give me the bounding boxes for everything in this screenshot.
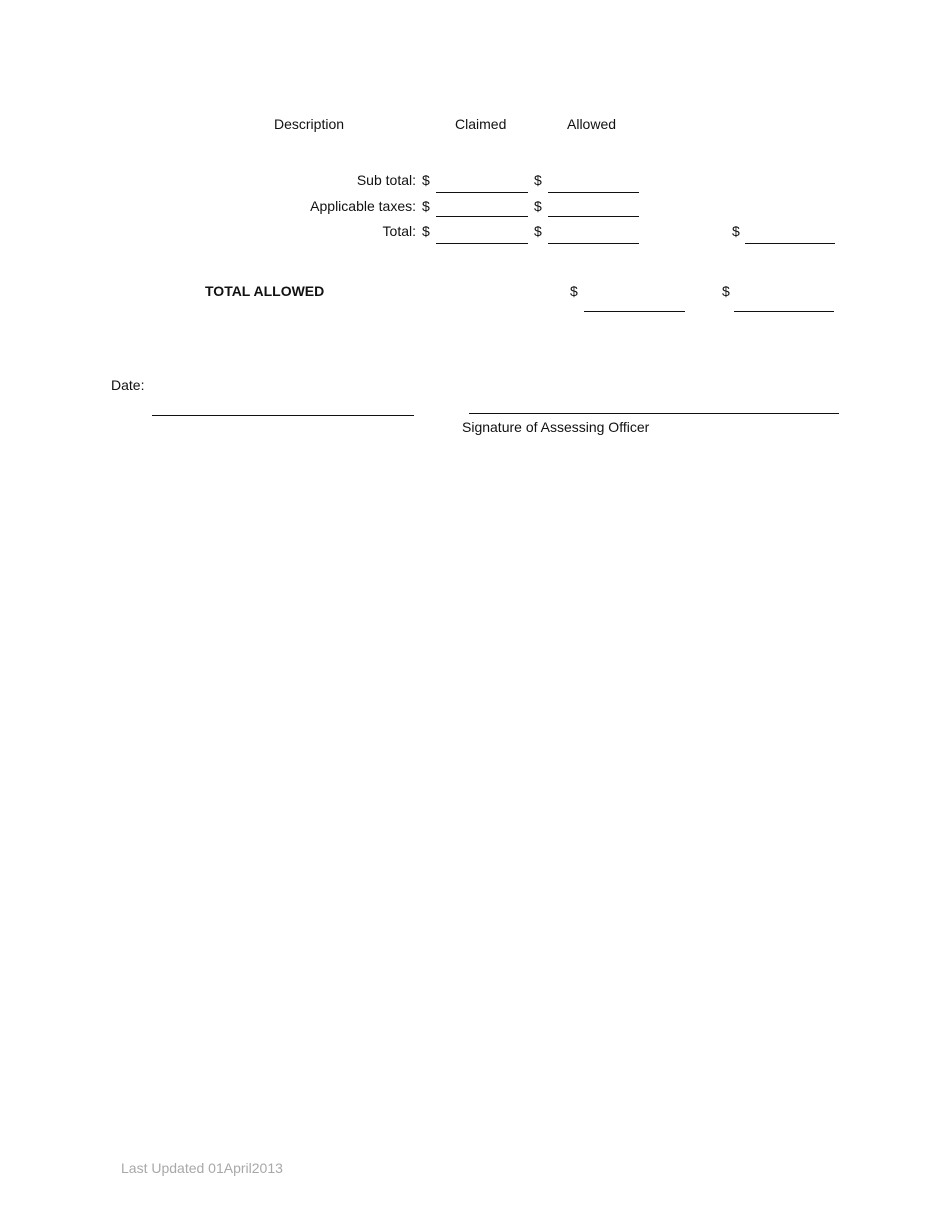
total-allowed-currency-2: $ — [722, 283, 730, 299]
subtotal-allowed-currency: $ — [534, 172, 542, 188]
subtotal-label: Sub total: — [356, 172, 416, 188]
taxes-allowed-field[interactable] — [548, 216, 639, 217]
description-header: Description — [274, 116, 345, 132]
date-field[interactable] — [152, 415, 414, 416]
total-claimed-currency: $ — [422, 223, 430, 239]
taxes-allowed-currency: $ — [534, 198, 542, 214]
total-extra-field[interactable] — [745, 243, 835, 244]
claimed-header: Claimed — [455, 116, 507, 132]
total-allowed-field-1[interactable] — [584, 311, 685, 312]
total-allowed-currency-1: $ — [570, 283, 578, 299]
allowed-header: Allowed — [567, 116, 617, 132]
total-label: Total: — [382, 223, 416, 239]
total-allowed-currency: $ — [534, 223, 542, 239]
signature-label: Signature of Assessing Officer — [462, 419, 650, 435]
total-claimed-field[interactable] — [436, 243, 528, 244]
date-label: Date: — [111, 377, 145, 393]
last-updated-footer: Last Updated 01April2013 — [121, 1160, 283, 1176]
total-allowed-label: TOTAL ALLOWED — [205, 283, 325, 299]
subtotal-allowed-field[interactable] — [548, 192, 639, 193]
total-extra-currency: $ — [732, 223, 740, 239]
taxes-claimed-field[interactable] — [436, 216, 528, 217]
total-allowed-field[interactable] — [548, 243, 639, 244]
taxes-claimed-currency: $ — [422, 198, 430, 214]
subtotal-claimed-currency: $ — [422, 172, 430, 188]
subtotal-claimed-field[interactable] — [436, 192, 528, 193]
total-allowed-field-2[interactable] — [734, 311, 834, 312]
taxes-label: Applicable taxes: — [310, 198, 416, 214]
signature-field[interactable] — [469, 413, 839, 414]
